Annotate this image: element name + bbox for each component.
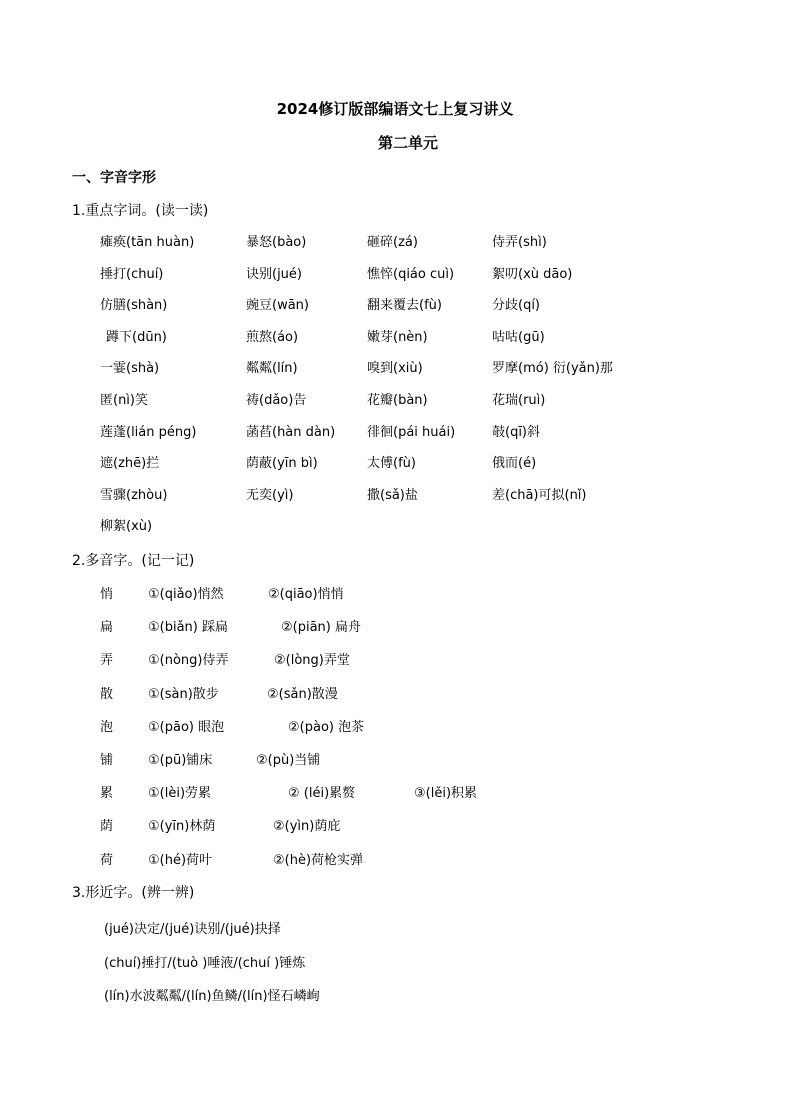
polyphone-row	[0, 849, 790, 871]
vocab-word: 花瓣(bàn)	[367, 393, 428, 408]
vocab-word: 捶打(chuí)	[100, 266, 164, 282]
polyphone-reading: ②(sǎn)散漫	[267, 686, 338, 702]
polyphone-reading: ①(pāo) 眼泡	[148, 719, 225, 735]
vocab-word: 攲(qī)斜	[492, 424, 541, 440]
similar-char-line: (jué)决定/(jué)诀别/(jué)抉择	[104, 922, 281, 937]
vocab-word: 莲蓬(lián péng)	[100, 424, 197, 440]
polyphone-char: 散	[100, 686, 114, 702]
polyphone-reading: ②(yìn)荫庇	[273, 819, 341, 835]
vocab-word: 遮(zhē)拦	[100, 456, 160, 472]
part1-heading: 1.重点字词。(读一读)	[72, 203, 209, 219]
vocab-row	[0, 357, 790, 379]
polyphone-row	[0, 716, 790, 738]
polyphone-row	[0, 616, 790, 638]
polyphone-reading: ②(hè)荷枪实弹	[273, 852, 364, 868]
polyphone-reading: ①(nòng)侍弄	[148, 653, 229, 669]
vocab-word: 俄而(é)	[492, 456, 537, 472]
vocab-word: 雪骤(zhòu)	[100, 487, 168, 503]
vocab-word: 翻来覆去(fù)	[367, 298, 442, 314]
part2-heading: 2.多音字。(记一记)	[72, 553, 195, 569]
vocab-word: 咕咕(gū)	[492, 329, 545, 345]
document-title: 2024修订版部编语文七上复习讲义	[276, 100, 514, 118]
vocab-word: 一霎(shà)	[100, 361, 160, 377]
vocab-row	[0, 294, 790, 316]
polyphone-reading: ③(lěi)积累	[414, 786, 478, 802]
polyphone-reading: ② (léi)累赘	[288, 786, 356, 802]
vocab-row	[0, 421, 790, 443]
vocab-word: 瘫痪(tān huàn)	[100, 235, 195, 250]
polyphone-char: 荫	[100, 819, 114, 835]
polyphone-reading: ①(biǎn) 踩扁	[148, 620, 228, 636]
vocab-word: 差(chā)可拟(nǐ)	[492, 487, 587, 503]
vocab-word: 太傅(fù)	[367, 456, 416, 472]
polyphone-reading: ②(pù)当铺	[256, 753, 321, 768]
vocab-row	[0, 515, 790, 537]
polyphone-row	[0, 683, 790, 705]
vocab-word: 撒(sǎ)盐	[367, 487, 418, 503]
polyphone-char: 扁	[100, 620, 114, 636]
vocab-word: 侍弄(shì)	[492, 235, 547, 250]
similar-char-line: (lín)水波粼粼/(lín)鱼鳞/(lín)怪石嶙峋	[104, 989, 320, 1004]
vocab-word: 无奕(yì)	[246, 487, 294, 503]
polyphone-row	[0, 649, 790, 671]
polyphone-char: 弄	[100, 653, 114, 669]
polyphone-reading: ②(lòng)弄堂	[274, 653, 350, 669]
polyphone-reading: ②(piān) 扁舟	[281, 620, 361, 636]
polyphone-reading: ②(qiāo)悄悄	[268, 587, 344, 602]
vocab-word: 粼粼(lín)	[246, 361, 298, 377]
vocab-word: 祷(dǎo)告	[246, 393, 307, 408]
vocab-word: 柳絮(xù)	[100, 519, 153, 535]
vocab-row	[0, 263, 790, 285]
polyphone-char: 荷	[100, 852, 114, 868]
polyphone-reading: ①(hé)荷叶	[148, 852, 213, 868]
vocab-word: 诀别(jué)	[246, 266, 302, 282]
vocab-word: 匿(nì)笑	[100, 393, 148, 408]
vocab-word: 豌豆(wān)	[246, 298, 309, 314]
polyphone-reading: ①(qiǎo)悄然	[148, 587, 224, 602]
vocab-word: 罗摩(mó) 衍(yǎn)那	[492, 361, 613, 377]
vocab-word: 徘徊(pái huái)	[367, 424, 456, 440]
vocab-row	[0, 326, 790, 348]
polyphone-reading: ①(sàn)散步	[148, 686, 219, 702]
unit-title: 第二单元	[377, 134, 438, 152]
polyphone-row	[0, 782, 790, 804]
vocab-row	[0, 452, 790, 474]
polyphone-reading: ①(lèi)劳累	[148, 786, 212, 802]
section-heading: 一、字音字形	[72, 170, 156, 186]
vocab-word: 菡萏(hàn dàn)	[246, 424, 336, 440]
vocab-word: 嫩芽(nèn)	[367, 329, 428, 345]
polyphone-char: 泡	[100, 719, 114, 735]
polyphone-char: 累	[100, 786, 114, 802]
vocab-word: 嗅到(xiù)	[367, 361, 423, 377]
polyphone-char: 悄	[100, 587, 114, 602]
similar-char-line: (chuí)捶打/(tuò )唾液/(chuí )锤炼	[104, 955, 306, 971]
part3-heading: 3.形近字。(辨一辨)	[72, 885, 195, 901]
vocab-word: 砸碎(zá)	[367, 235, 418, 250]
vocab-row	[0, 231, 790, 253]
polyphone-reading: ①(pū)铺床	[148, 753, 213, 768]
vocab-word: 荫蔽(yīn bì)	[246, 456, 318, 472]
vocab-row	[0, 389, 790, 411]
vocab-word: 憔悴(qiáo cuì)	[367, 266, 455, 282]
vocab-word: 花瑞(ruì)	[492, 393, 546, 408]
polyphone-row	[0, 815, 790, 837]
polyphone-row	[0, 749, 790, 771]
vocab-word: 蹲下(dūn)	[106, 329, 167, 345]
polyphone-char: 铺	[100, 753, 114, 768]
polyphone-reading: ②(pào) 泡茶	[288, 719, 365, 735]
vocab-word: 暴怒(bào)	[246, 235, 307, 250]
vocab-row	[0, 484, 790, 506]
vocab-word: 分歧(qí)	[492, 298, 541, 314]
polyphone-row	[0, 583, 790, 605]
vocab-word: 煎熬(áo)	[246, 329, 299, 345]
vocab-word: 仿膳(shàn)	[100, 298, 168, 314]
vocab-word: 絮叨(xù dāo)	[492, 266, 573, 282]
polyphone-reading: ①(yīn)林荫	[148, 819, 216, 835]
